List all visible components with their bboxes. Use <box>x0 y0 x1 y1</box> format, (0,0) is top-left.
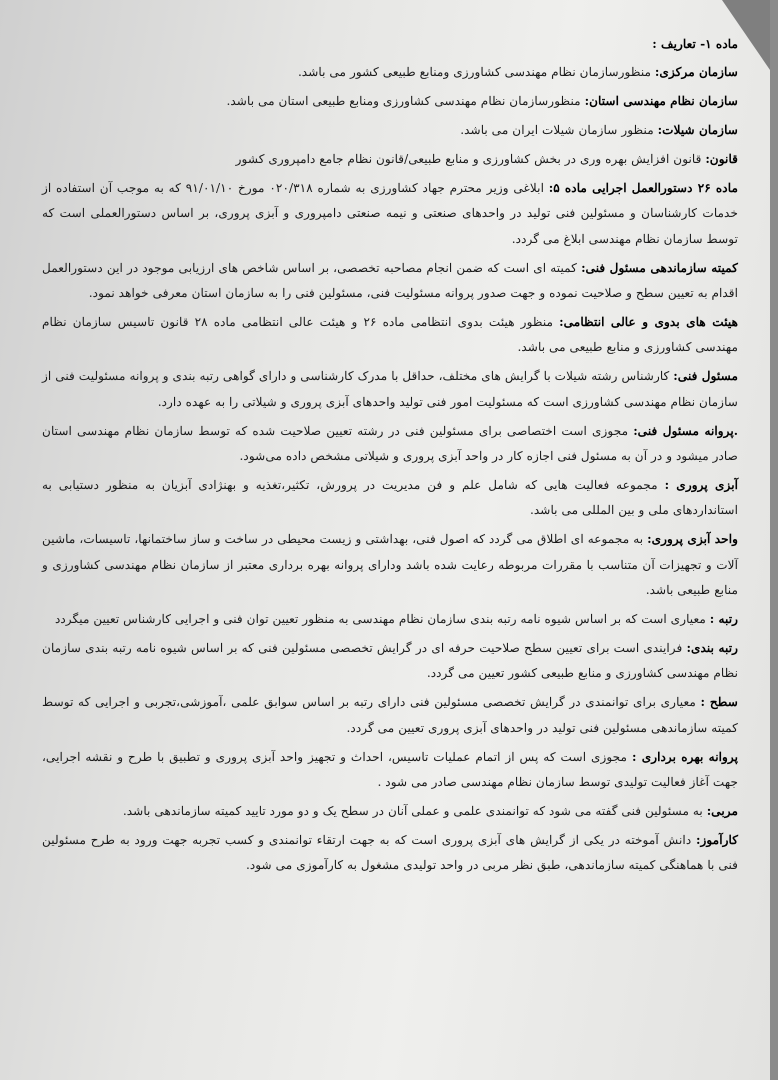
definition-technical-license <box>42 419 738 470</box>
definition-organizing-committee <box>42 256 738 307</box>
definition-term: کمیته سازماندهی مسئول فنی: <box>581 260 738 275</box>
definition-law <box>42 147 738 172</box>
definition-term: پروانه بهره برداری : <box>631 749 738 764</box>
definition-text: منظور هیئت بدوی انتظامی ماده ۲۶ و هیئت عالی انتظامی ماده ۲۸ قانون تاسیس سازمان نظام مهندسی کشاورزی و منابع طبیعی می باشد. <box>42 315 738 355</box>
definition-technical-officer <box>42 364 738 415</box>
definition-term: کارآموز: <box>696 832 738 847</box>
definition-term: قانون: <box>705 152 738 167</box>
definition-term: مربی: <box>706 803 738 818</box>
definition-text: منظور سازمان شیلات ایران می باشد. <box>460 123 658 138</box>
definition-trainee <box>42 828 738 879</box>
definition-term: مسئول فنی: <box>673 369 738 384</box>
definition-text: کارشناس رشته شیلات با گرایش های مختلف، حداقل با مدرک کارشناسی و دارای گواهی رتبه بندی و پروانه مسئولیت فنی از سازمان نظام مهندسی کشاورزی است که مسئولیت امور فنی تولید واحدهای آبزی پروری و شیلاتی را به عهده دارد. <box>42 369 738 409</box>
definition-text: معیاری است که بر اساس شیوه نامه رتبه بندی سازمان نظام مهندسی به منظور تعیین توان فنی و اجرایی کارشناس تعیین میگردد <box>54 612 710 627</box>
definition-ranking <box>42 636 738 687</box>
definition-term: رتبه بندی: <box>686 640 738 655</box>
definition-term: سطح : <box>700 695 738 710</box>
definition-aquaculture <box>42 473 738 524</box>
definition-text: منظورسازمان نظام مهندسی کشاورزی ومنابع طبیعی کشور می باشد. <box>297 65 655 80</box>
definition-text: مجوزی است که پس از اتمام عملیات تاسیس، احداث و تجهیز واحد آبزی پروری و تطبیق با طرح و نقشه اجرایی، جهت آغاز فعالیت تولیدی توسط سازمان نظام مهندسی صادر می شود . <box>42 749 738 789</box>
definition-text: به مجموعه ای اطلاق می گردد که اصول فنی، بهداشتی و زیست محیطی در ساخت و ساز ساختمانها، تاسیسات، ماشین آلات و تجهیزات آن متناسب با مقررات مربوطه رعایت شده باشد ودارای پروانه بهره برداری معتبر از سازمان نظام مهندسی کشاورزی و منابع طبیعی باشد. <box>42 532 738 598</box>
definition-text: ابلاغی وزیر محترم جهاد کشاورزی به شماره ۰۲۰/۳۱۸ مورخ ۹۱/۰۱/۱۰ که به موجب آن استفاده از خدمات کارشناسان و مسئولین فنی تولید در واحدهای صنعتی و نیمه صنعتی دامپروری و آبزی پروری، بر اساس دستورالعملی است که توسط سازمان نظام مهندسی ابلاغ می گردد. <box>42 181 738 246</box>
definition-mentor <box>42 799 738 824</box>
definition-term: سازمان نظام مهندسی استان: <box>584 94 738 109</box>
definition-text: فرایندی است برای تعیین سطح صلاحیت حرفه ای در گرایش تخصصی مسئولین فنی که بر اساس شیوه نامه رتبه بندی سازمان نظام مهندسی کشاورزی و منابع طبیعی کشور تعیین می گردد. <box>42 640 738 681</box>
definition-text: به مسئولین فنی گفته می شود که توانمندی علمی و عملی آنان در سطح یک و دو مورد تایید کمیته سازماندهی باشد. <box>122 803 707 818</box>
definition-term: ماده ۲۶ دستورالعمل اجرایی ماده ۵: <box>548 181 738 196</box>
definition-text: کمیته ای است که ضمن انجام مصاحبه تخصصی، بر اساس شاخص های ارزیابی موجود در این دستورالعمل اقدام به تعیین سطح و صلاحیت نموده و جهت صدور پروانه مسئولیت فنی، مسئولین فنی را به سازمان استان معرفی خواهد نمود. <box>42 260 738 301</box>
definition-fisheries-organization <box>42 118 738 143</box>
definition-provincial-organization <box>42 89 738 114</box>
definition-term: رتبه : <box>709 612 738 627</box>
definition-term: .پروانه مسئول فنی: <box>633 423 738 438</box>
definition-term: واحد آبزی پروری: <box>647 532 738 547</box>
definition-text: مجموعه فعالیت هایی که شامل علم و فن مدیریت در پرورش، تکثیر،تغذیه و بهنژادی آبزیان به منظور دستیابی به استانداردهای ملی و بین المللی می باشد. <box>42 478 738 518</box>
definition-term: سازمان شیلات: <box>657 123 738 138</box>
definition-level <box>42 690 738 741</box>
definition-rank <box>42 607 738 632</box>
section-heading: ماده ۱- تعاریف : <box>652 37 738 51</box>
definition-text: مجوزی است اختصاصی برای مسئولین فنی در رشته تعیین صلاحیت شده که توسط سازمان نظام مهندسی استان صادر میشود و در آن به مسئول فنی اجازه کار در واحد آبزی پروری و شیلاتی مشخص داده می‌شود. <box>42 423 738 464</box>
definition-term: سازمان مرکزی: <box>654 65 738 80</box>
definition-term: آبزی پروری : <box>664 478 738 492</box>
definition-article-26 <box>42 176 738 252</box>
definition-text: معیاری برای توانمندی در گرایش تخصصی مسئولین فنی دارای رتبه بر اساس سوابق علمی ،آموزشی،تجربی و اجرایی که توسط کمیته سازماندهی مسئولین فنی تولید در واحدهای آبزی پروری تعیین می گردد. <box>42 695 738 735</box>
definition-text: منظورسازمان نظام مهندسی کشاورزی ومنابع طبیعی استان می باشد. <box>226 94 585 109</box>
definition-text: دانش آموخته در یکی از گرایش های آبزی پروری است که به جهت ارتقاء توانمندی و کسب تجربه جهت ورود به طرح مسئولین فنی با هماهنگی کمیته سازماندهی، طبق نظر مربی در واحد تولیدی مشغول به کارآموزی می شود. <box>42 832 738 873</box>
definition-term: هیئت های بدوی و عالی انتظامی: <box>559 315 739 330</box>
definitions-section <box>42 32 738 882</box>
definition-text: قانون افزایش بهره وری در بخش کشاورزی و منابع طبیعی/قانون نظام جامع دامپروری کشور <box>235 152 706 167</box>
definition-central-organization <box>42 60 738 85</box>
definition-operating-license <box>42 745 738 796</box>
definition-disciplinary-boards <box>42 310 738 361</box>
definition-aquaculture-unit <box>42 527 738 603</box>
